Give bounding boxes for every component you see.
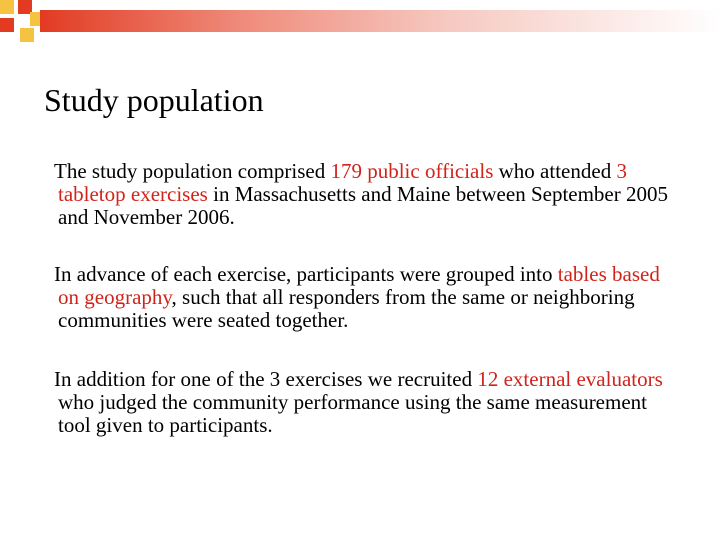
slide-title: Study population: [44, 82, 264, 118]
body-text: In addition for one of the 3 exercises we recruited: [54, 367, 478, 391]
paragraph-external-evaluators: [54, 367, 668, 437]
body-text: in Massachusetts and Maine between September 2005 and November 2006.: [58, 182, 668, 229]
header-decoration: [0, 0, 720, 60]
paragraph-study-population: [54, 159, 668, 229]
highlighted-text: 179 public officials: [330, 159, 494, 183]
highlighted-text: 12 external evaluators: [477, 367, 663, 391]
body-text: who judged the community performance using the same measurement tool given to participants.: [58, 390, 647, 437]
deco-square-yellow-bottom: [20, 28, 34, 42]
deco-square-red-left: [0, 18, 14, 32]
body-text: The study population comprised: [54, 159, 331, 183]
highlighted-text: 3 tabletop exercises: [58, 159, 627, 206]
body-text: who attended: [493, 159, 617, 183]
header-gradient-bar: [40, 10, 720, 32]
highlighted-text: tables based on geography: [58, 262, 660, 309]
paragraph-table-grouping: [54, 262, 668, 332]
body-text: , such that all responders from the same or neighboring communities were seated together.: [58, 285, 635, 332]
body-text: In advance of each exercise, participants were grouped into: [54, 262, 558, 286]
deco-square-yellow-top: [0, 0, 14, 14]
